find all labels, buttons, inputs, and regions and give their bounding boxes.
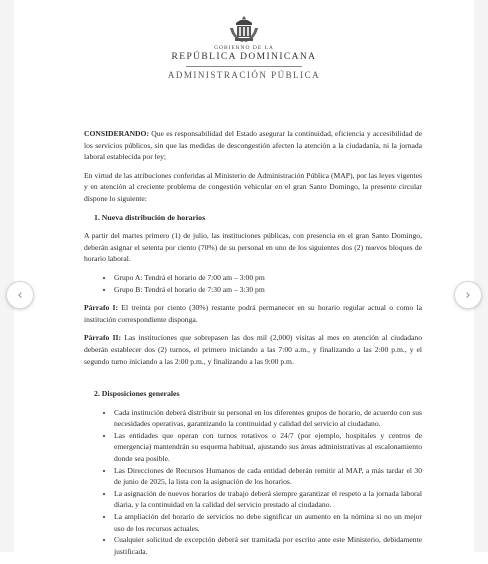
parrafo-1-text: El treinta por ciento (30%) restante podrá permanecer en su horario regular actual o como la institución correspondiente disponga. <box>84 303 422 324</box>
document-page <box>14 0 474 556</box>
parrafo-1-label: Párrafo I: <box>84 303 119 313</box>
list-item: • Las entidades que operan con turnos rotativos o 24/7 (por ejemplo, hospitales y centros de emergencia) mantendrán su esquema habitual, ajustando sus áreas administrativas al escalonamiento donde sea posible. <box>114 430 422 465</box>
parrafo-2-text: Las instituciones que sobrepasen las dos mil (2,000) visitas al mes en atención al ciudadano deberán establecer dos (2) turnos, el primero iniciando a las 7:00 a.m., y finalizando a las 2:00 p.m., y el segundo turno iniciando a las 2:00 p.m., y finalizando a las 9:00 p.m. <box>84 333 423 366</box>
circular-body <box>84 128 422 564</box>
list-item: • Grupo B: Tendrá el horario de 7:30 am – 3:30 pm <box>114 284 422 296</box>
intro-paragraph: En virtud de las atribuciones conferidas al Ministerio de Administración Pública (MAP), por las leyes vigentes y en atención al creciente problema de congestión vehicular en el gran Santo Domingo, la presente circular dispone lo siguiente: <box>84 170 422 203</box>
previous-slide-button[interactable] <box>6 281 34 309</box>
letterhead <box>14 0 474 92</box>
next-slide-button[interactable] <box>454 281 482 309</box>
chevron-left-icon: ‹ <box>17 287 23 303</box>
section-spacer <box>84 374 422 388</box>
section-1-title: 1. Nueva distribución de horarios <box>94 212 206 222</box>
considerando-label: CONSIDERANDO: <box>84 129 149 138</box>
parrafo-2-label: Párrafo II: <box>84 333 122 343</box>
considerando-text: Que es responsabilidad del Estado asegurar la continuidad, eficiencia y accesibilidad de los servicios públicos, sin que las medidas de descongestión afecten la atención a la ciudadanía, ni la jornada laboral establecida por ley; <box>84 129 422 162</box>
header-gobierno: GOBIERNO DE LA <box>214 45 274 51</box>
parrafo-1 <box>84 302 422 325</box>
section-1-text: A partir del martes primero (1) de julio, las instituciones públicas, con presencia en el gran Santo Domingo, deberán asignar el setenta por ciento (70%) de su personal en uno de los siguientes dos (2) nuevos bloques de horario laboral. <box>84 231 422 264</box>
list-item: • Las Direcciones de Recursos Humanos de cada entidad deberán remitir al MAP, a más tardar el 30 de junio de 2025, la lista con la asignación de los horarios. <box>114 465 422 488</box>
chevron-right-icon: › <box>465 287 471 303</box>
section-2-title: 2. Disposiciones generales <box>94 389 180 399</box>
national-seal-icon <box>226 14 262 46</box>
list-item: • Cualquier solicitud de excepción deberá ser tramitada por escrito ante este Ministerio, debidamente justificada. <box>114 534 422 557</box>
list-item: • La asignación de nuevos horarios de trabajo deberá siempre garantizar el respeto a la jornada laboral diaria, y la continuidad en la calidad del servicio prestado al ciudadano. <box>114 488 422 511</box>
general-provisions-list <box>84 407 422 558</box>
list-item: • Grupo A: Tendrá el horario de 7:00 am – 3:00 pm <box>114 272 422 284</box>
list-item: • Cada institución deberá distribuir su personal en los diferentes grupos de horario, de acuerdo con sus necesidades operativas, garantizando la continuidad y calidad del servicio al ciudadano. <box>114 407 422 430</box>
header-divider <box>186 66 302 67</box>
header-republica: REPÚBLICA DOMINICANA <box>171 52 317 62</box>
header-administracion: ADMINISTRACIÓN PÚBLICA <box>167 70 321 80</box>
list-item: • La ampliación del horario de servicios no debe significar un aumento en la nómina si no un mejor uso de los recursos actuales. <box>114 511 422 534</box>
parrafo-2 <box>84 332 422 367</box>
schedule-groups-list <box>84 272 422 295</box>
considerando-paragraph <box>84 128 422 163</box>
